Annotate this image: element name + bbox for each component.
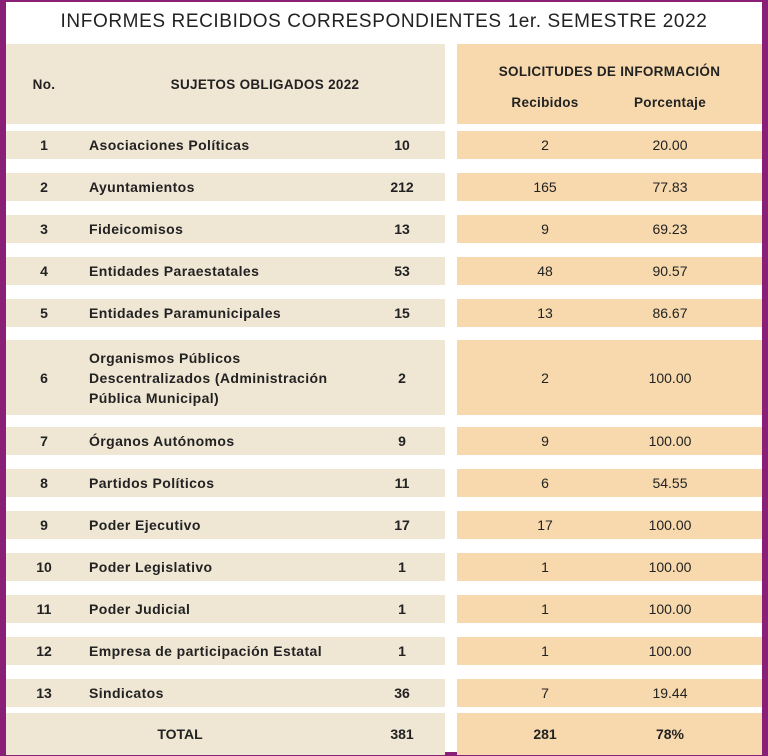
row-recibidos: 2 — [541, 137, 549, 153]
row-porcentaje: 100.00 — [648, 369, 692, 386]
row-sujeto-total: 212 — [390, 179, 414, 195]
row-recibidos: 1 — [541, 643, 549, 659]
row-sujeto-name: Órganos Autónomos — [89, 433, 235, 449]
header-recibidos: Recibidos — [511, 94, 579, 110]
row-number: 8 — [40, 475, 48, 491]
row-porcentaje: 20.00 — [652, 137, 688, 153]
row-sujeto-name: Fideicomisos — [89, 221, 184, 237]
row-sujeto-total: 15 — [394, 305, 410, 321]
row-recibidos: 7 — [541, 685, 549, 701]
row-number: 5 — [40, 305, 48, 321]
row-number: 11 — [36, 601, 52, 617]
total-porcentaje: 78% — [655, 726, 685, 742]
header-sujetos: SUJETOS OBLIGADOS 2022 — [170, 76, 360, 92]
row-sujeto-name: Poder Legislativo — [89, 559, 213, 575]
row-number: 10 — [36, 559, 52, 575]
row-sujeto-name: Entidades Paramunicipales — [89, 305, 282, 321]
row-porcentaje: 100.00 — [648, 643, 692, 659]
row-sujeto-total: 2 — [398, 369, 406, 386]
row-number: 6 — [40, 369, 48, 386]
document-title: INFORMES RECIBIDOS CORRESPONDIENTES 1er. SEMESTRE 2022 — [60, 11, 708, 32]
row-porcentaje: 100.00 — [648, 601, 692, 617]
row-sujeto-name: Entidades Paraestatales — [89, 263, 260, 279]
row-recibidos: 13 — [537, 305, 553, 321]
row-sujeto-name: Poder Judicial — [89, 601, 191, 617]
row-sujeto-total: 11 — [394, 475, 410, 491]
row-porcentaje: 100.00 — [648, 433, 692, 449]
row-sujeto-name: Organismos Públicos Descentralizados (Administración Pública Municipal) — [89, 349, 328, 406]
row-recibidos: 17 — [537, 517, 553, 533]
row-recibidos: 6 — [541, 475, 549, 491]
row-sujeto-total: 53 — [394, 263, 410, 279]
row-number: 2 — [40, 179, 48, 195]
row-recibidos: 48 — [537, 263, 553, 279]
row-recibidos: 9 — [541, 433, 549, 449]
row-number: 13 — [36, 685, 52, 701]
row-sujeto-name: Partidos Políticos — [89, 475, 215, 491]
header-solicitudes: SOLICITUDES DE INFORMACIÓN — [498, 63, 721, 79]
row-number: 9 — [40, 517, 48, 533]
row-number: 1 — [40, 137, 48, 153]
row-recibidos: 1 — [541, 559, 549, 575]
total-label: TOTAL — [157, 726, 203, 742]
row-sujeto-name: Ayuntamientos — [89, 179, 195, 195]
row-sujeto-name: Asociaciones Políticas — [89, 137, 250, 153]
row-sujeto-total: 1 — [398, 643, 406, 659]
row-porcentaje: 54.55 — [652, 475, 688, 491]
row-porcentaje: 90.57 — [652, 263, 688, 279]
row-number: 4 — [40, 263, 48, 279]
total-recibidos: 281 — [533, 726, 557, 742]
row-porcentaje: 86.67 — [652, 305, 688, 321]
row-number: 12 — [36, 643, 52, 659]
row-sujeto-total: 13 — [394, 221, 410, 237]
row-sujeto-total: 9 — [398, 433, 406, 449]
row-sujeto-name: Sindicatos — [89, 685, 164, 701]
header-porcentaje: Porcentaje — [633, 94, 707, 110]
row-porcentaje: 69.23 — [652, 221, 688, 237]
row-sujeto-total: 1 — [398, 601, 406, 617]
row-sujeto-total: 17 — [394, 517, 410, 533]
row-porcentaje: 19.44 — [652, 685, 688, 701]
row-recibidos: 2 — [541, 369, 549, 386]
row-number: 3 — [40, 221, 48, 237]
row-sujeto-total: 10 — [394, 137, 410, 153]
row-recibidos: 9 — [541, 221, 549, 237]
row-number: 7 — [40, 433, 48, 449]
row-recibidos: 1 — [541, 601, 549, 617]
row-porcentaje: 100.00 — [648, 559, 692, 575]
row-porcentaje: 77.83 — [652, 179, 688, 195]
row-porcentaje: 100.00 — [648, 517, 692, 533]
row-sujeto-total: 36 — [394, 685, 410, 701]
row-sujeto-name: Poder Ejecutivo — [89, 517, 201, 533]
total-sujetos: 381 — [390, 726, 414, 742]
header-no: No. — [32, 76, 56, 92]
row-sujeto-total: 1 — [398, 559, 406, 575]
row-recibidos: 165 — [533, 179, 557, 195]
row-sujeto-name: Empresa de participación Estatal — [89, 643, 322, 659]
